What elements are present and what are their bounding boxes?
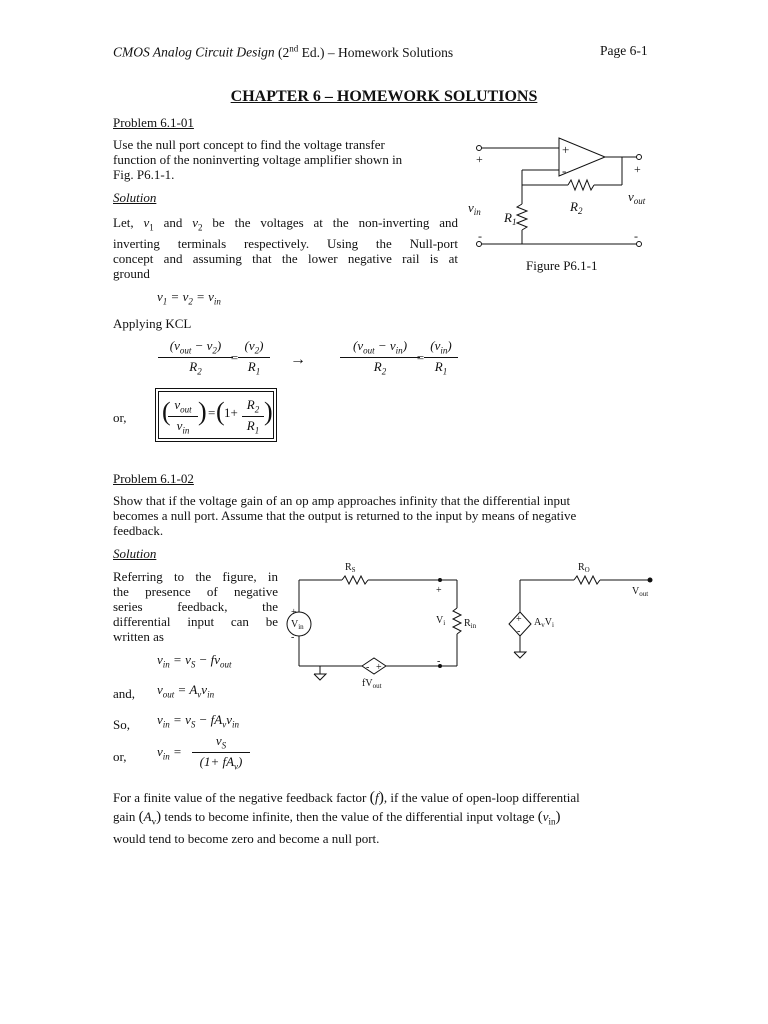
running-header bbox=[113, 43, 453, 61]
so-label: So, bbox=[113, 717, 130, 732]
problem-2-statement bbox=[113, 493, 658, 538]
kcl-fraction-4: $(v_{in})$ $R_1$ bbox=[424, 338, 458, 376]
result-fraction-right: $R_2$ $R_1$ bbox=[242, 397, 264, 435]
problem-1-solution-label: Solution bbox=[113, 190, 157, 205]
equation-b: $v_{out} = A_vv_{in}$ bbox=[157, 682, 215, 700]
svg-text:+: + bbox=[634, 162, 641, 176]
problem-2-intro bbox=[113, 569, 278, 644]
intro-line: concept and assuming that the lower negative rail is at bbox=[113, 250, 458, 266]
problem-1-heading: Problem 6.1-01 bbox=[113, 115, 194, 130]
equation-d-fraction: $v_S$ $(1+ fA_v)$ bbox=[192, 733, 250, 771]
figure-caption: Figure P6.1-1 bbox=[526, 258, 598, 273]
svg-text:+: + bbox=[291, 607, 297, 618]
svg-text:-: - bbox=[366, 662, 370, 673]
problem-2-solution-label: Solution bbox=[113, 546, 157, 561]
result-box: ( $v_{out}$ $v_{in}$ ) = ( 1+ $R_2$ $R_1$ ) bbox=[155, 388, 277, 442]
statement-line: becomes a null port. Assume that the output is returned to the input by means of negative bbox=[113, 508, 577, 523]
svg-text:-: - bbox=[517, 626, 521, 637]
fig1-vin-label: $v_{in}$ bbox=[468, 200, 481, 217]
edition-text: (2nd Ed.) – Homework Solutions bbox=[278, 43, 454, 60]
kcl-fraction-2: $(v_2)$ $R_1$ bbox=[238, 338, 270, 376]
book-title: CMOS Analog Circuit Design bbox=[113, 44, 275, 60]
fig1-r1-label: $R_1$ bbox=[504, 210, 517, 227]
implies-arrow: → bbox=[290, 351, 306, 368]
statement-line: feedback. bbox=[113, 523, 164, 538]
intro-line-1: Let, $v_1$ and $v_2$ be the voltages at the non-inverting and bbox=[113, 215, 458, 233]
fig2-rin-label: $R_{in}$ bbox=[464, 618, 477, 630]
conclusion-line-3: would tend to become zero and become a null port. bbox=[113, 830, 380, 846]
chapter-title: CHAPTER 6 – HOMEWORK SOLUTIONS bbox=[230, 88, 538, 105]
equation-v1-v2: $v_1 = v_2 = v_{in}$ bbox=[157, 289, 221, 307]
svg-text:+: + bbox=[376, 662, 382, 673]
fig2-fvout-label: $fV_{out}$ bbox=[362, 678, 382, 690]
intro-line: Referring to the figure, in bbox=[113, 569, 278, 584]
svg-text:+: + bbox=[476, 152, 483, 166]
intro-line: series feedback, the bbox=[113, 599, 278, 614]
fig2-vi-label: $V_i$ bbox=[436, 615, 446, 627]
or-label: or, bbox=[113, 410, 127, 425]
equals-sign: = bbox=[230, 350, 239, 365]
statement-line: Fig. P6.1-1. bbox=[113, 167, 175, 182]
problem-2-heading: Problem 6.1-02 bbox=[113, 471, 194, 486]
statement-line: Show that if the voltage gain of an op amp approaches infinity that the differential input bbox=[113, 493, 571, 508]
intro-line: the presence of negative bbox=[113, 584, 278, 599]
svg-text:-: - bbox=[562, 163, 567, 178]
problem-1-statement bbox=[113, 137, 463, 182]
svg-text:-: - bbox=[437, 656, 441, 667]
kcl-fraction-3: $(v_{out} - v_{in})$ $R_2$ bbox=[340, 338, 420, 376]
and-label: and, bbox=[113, 686, 136, 701]
statement-line: Use the null port concept to find the voltage transfer bbox=[113, 137, 385, 152]
fig2-avvi-label: $A_vV_i$ bbox=[534, 617, 554, 629]
svg-text:-: - bbox=[291, 632, 295, 643]
equation-d-lhs: $v_{in}$ = bbox=[157, 744, 182, 762]
fig2-ro-label: $R_O$ bbox=[578, 562, 590, 574]
kcl-fraction-1: $(v_{out} - v_2)$ $R_2$ bbox=[158, 338, 233, 376]
fig2-vout-label: $V_{out}$ bbox=[632, 586, 649, 598]
statement-line: function of the noninverting voltage amplifier shown in bbox=[113, 152, 403, 167]
equals-sign: = bbox=[416, 350, 425, 365]
fig1-vout-label: $v_{out}$ bbox=[628, 189, 646, 206]
intro-line: written as bbox=[113, 629, 164, 644]
problem-2-conclusion bbox=[113, 790, 658, 846]
intro-line: inverting terminals respectively. Using the Null-port bbox=[113, 235, 458, 251]
fig1-r2-label: $R_2$ bbox=[570, 199, 583, 216]
fig2-vin-label: $V_{in}$ bbox=[291, 619, 304, 631]
svg-text:-: - bbox=[478, 229, 482, 243]
svg-text:+: + bbox=[516, 614, 522, 625]
svg-text:+: + bbox=[436, 585, 442, 596]
figure-feedback-circuit bbox=[282, 558, 658, 693]
conclusion-line-1: For a finite value of the negative feedback factor (f), if the value of open-loop differential bbox=[113, 789, 580, 806]
equation-a: $v_{in} = v_S - fv_{out}$ bbox=[157, 652, 232, 670]
fig2-rs-label: $R_S$ bbox=[345, 562, 356, 574]
intro-line: differential input can be bbox=[113, 614, 278, 629]
result-fraction-left: $v_{out}$ $v_{in}$ bbox=[168, 397, 198, 435]
or-label-2: or, bbox=[113, 749, 127, 764]
conclusion-line-2: gain $(A_v)$ tends to become infinite, then the value of the differential input voltage $(v_{in})$ bbox=[113, 809, 561, 827]
intro-line: ground bbox=[113, 265, 150, 281]
problem-1-intro bbox=[113, 215, 458, 281]
applying-kcl: Applying KCL bbox=[113, 316, 192, 331]
page-number: Page 6-1 bbox=[600, 43, 648, 58]
equation-c: $v_{in} = v_S - fA_vv_{in}$ bbox=[157, 712, 239, 730]
svg-text:-: - bbox=[634, 229, 638, 243]
svg-text:+: + bbox=[562, 142, 570, 157]
